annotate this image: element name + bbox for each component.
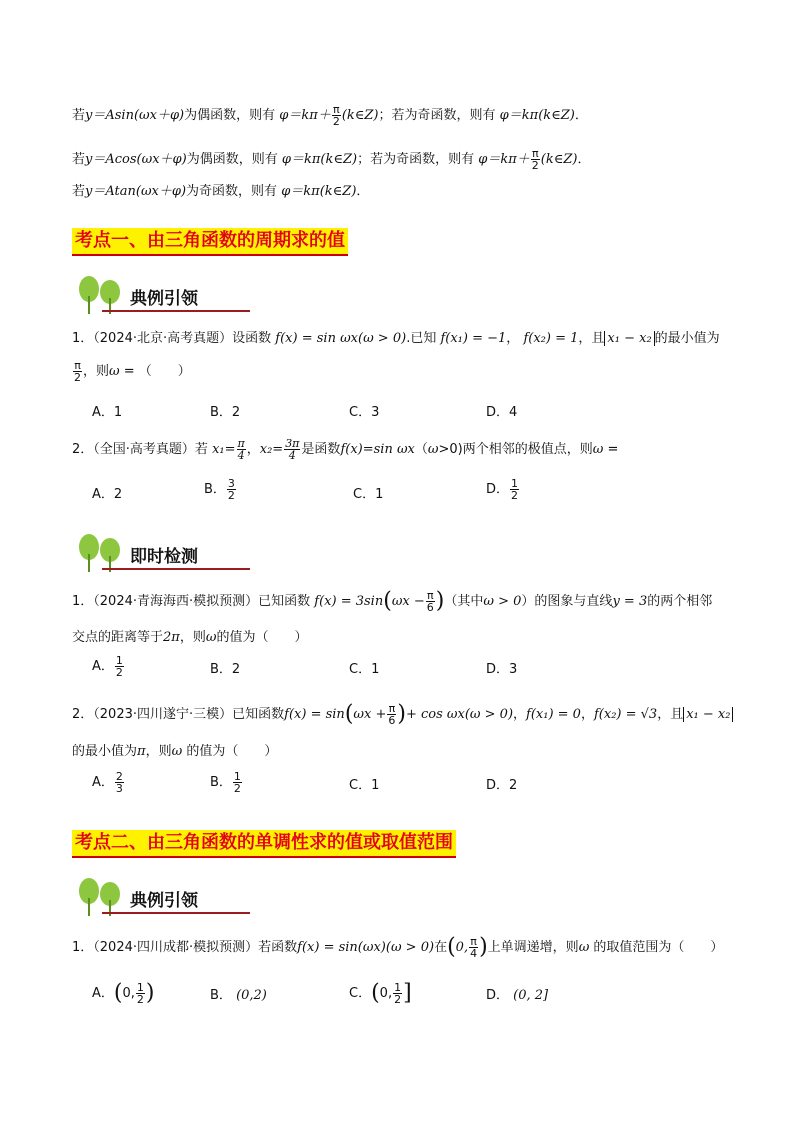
math: φ＝kπ＋ <box>478 152 530 167</box>
fraction <box>387 703 396 726</box>
fraction <box>531 148 540 171</box>
text: 交点的距离等于 <box>72 630 164 645</box>
numerator: π <box>531 147 539 160</box>
denominator: 2 <box>233 782 241 795</box>
math: ωx + <box>353 707 387 722</box>
denominator: 3 <box>115 782 123 795</box>
text: ． <box>574 108 588 123</box>
math: f(x₂) = √3 <box>593 707 658 722</box>
numerator: π <box>333 103 340 116</box>
left-paren: ( <box>447 934 456 960</box>
formula-line-2 <box>72 148 590 171</box>
right-paren: ) <box>397 701 406 727</box>
text: ， <box>513 707 527 722</box>
option-c[interactable]: C．1 <box>349 662 380 677</box>
math: y＝Atan(ωx＋φ) <box>85 184 187 199</box>
denominator: 2 <box>227 489 235 502</box>
text: = （ ） <box>119 364 191 379</box>
badge-label: 典例引领 <box>130 289 198 309</box>
denominator: 2 <box>74 371 81 384</box>
math: ω > 0 <box>483 594 522 609</box>
text: ， <box>506 331 520 346</box>
right-bracket: ] <box>403 980 412 1006</box>
math: f(x) = sin <box>284 707 345 722</box>
math: 0, <box>122 986 135 1001</box>
formula-line-1 <box>72 104 588 127</box>
option-c[interactable]: C．1 <box>353 487 384 502</box>
option-label: B． <box>210 775 232 790</box>
text: 为偶函数，则有 <box>186 152 278 167</box>
question-source: （2024·青海海西·模拟预测） <box>93 594 259 609</box>
fraction <box>393 982 402 1005</box>
numerator: 1 <box>115 654 123 667</box>
left-paren: ( <box>113 980 123 1006</box>
formula-line-3 <box>72 183 369 201</box>
text: ）的图象与直线 <box>521 594 613 609</box>
math: φ＝kπ(k∈Z) <box>281 152 358 167</box>
numerator: π <box>426 589 434 602</box>
text: 的最小值为 <box>654 331 720 346</box>
text: 若 <box>194 442 213 457</box>
denominator: 4 <box>237 449 245 462</box>
math: (0, 2] <box>513 988 549 1003</box>
fraction <box>284 438 300 461</box>
fraction <box>469 936 478 959</box>
numerator: 3 <box>227 477 235 490</box>
option-label: A． <box>92 775 114 790</box>
fraction <box>115 655 124 678</box>
section-title-1: 考点一、由三角函数的周期求的值 <box>72 228 348 256</box>
math: 0, <box>455 940 469 955</box>
math: f(x₂) = 1 <box>523 331 579 346</box>
numerator: π <box>470 935 477 948</box>
math: f(x) = 3sin <box>314 594 384 609</box>
right-paren: ) <box>435 588 445 614</box>
math: (k∈Z) <box>341 108 379 123</box>
math: x₂= <box>259 442 284 457</box>
text: ． <box>356 184 370 199</box>
numerator: 3π <box>285 437 300 450</box>
math: f(x) = sin ωx(ω > 0) <box>275 331 407 346</box>
question-number: 2． <box>72 707 94 722</box>
section-title-2: 考点二、由三角函数的单调性求的值或取值范围 <box>72 830 456 858</box>
denominator: 2 <box>511 489 519 502</box>
text: 已知函数 <box>232 707 285 722</box>
text: ，且 <box>657 707 684 722</box>
question-2-cont <box>72 742 277 762</box>
text: 若函数 <box>258 940 298 955</box>
option-a[interactable] <box>92 982 155 1005</box>
fraction <box>136 982 145 1005</box>
option-label: A． <box>92 986 114 1001</box>
numerator: 1 <box>233 770 241 783</box>
question-1-cont <box>72 628 307 648</box>
numerator: π <box>388 702 396 715</box>
text: ，则 <box>83 364 110 379</box>
text: 的值为（ ） <box>216 630 308 645</box>
text: 的值为（ ） <box>182 744 278 759</box>
badge-label: 典例引领 <box>130 891 198 911</box>
denominator: 2 <box>394 993 402 1006</box>
denominator: 2 <box>531 159 539 172</box>
badge-underline <box>102 912 250 914</box>
text: ， <box>580 707 594 722</box>
numerator: 1 <box>136 981 144 994</box>
math: 2π <box>163 630 180 645</box>
denominator: 6 <box>388 714 396 727</box>
question-source: （2023·四川遂宁·三模） <box>93 707 233 722</box>
fraction <box>73 360 82 383</box>
option-c[interactable] <box>349 982 412 1005</box>
math: (0,2) <box>236 988 267 1003</box>
question-source: （2024·四川成都·模拟预测） <box>93 940 259 955</box>
text: ；若为奇函数，则有 <box>378 108 496 123</box>
numerator: 2 <box>115 770 123 783</box>
option-a[interactable] <box>92 771 125 794</box>
fraction <box>237 438 246 461</box>
option-b[interactable]: B．2 <box>210 662 241 677</box>
option-d[interactable] <box>486 478 520 501</box>
math: ω <box>109 364 120 379</box>
denominator: 4 <box>470 947 478 960</box>
numerator: 1 <box>394 981 402 994</box>
text: 设函数 <box>232 331 272 346</box>
denominator: 2 <box>115 666 123 679</box>
math: f(x) = sin(ωx)(ω > 0) <box>297 940 435 955</box>
option-c[interactable]: C．1 <box>349 778 380 793</box>
question-2 <box>72 703 733 726</box>
text: ，且 <box>578 331 605 346</box>
denominator: 2 <box>136 993 144 1006</box>
text: 的最小值为 <box>72 744 138 759</box>
math: ωx − <box>391 594 425 609</box>
text: 在 <box>434 940 448 955</box>
option-label: B． <box>204 482 226 497</box>
option-a[interactable]: A．1 <box>92 405 123 420</box>
fraction <box>233 771 242 794</box>
text: 若 <box>72 108 86 123</box>
text: 已知函数 <box>258 594 311 609</box>
math: x₁= <box>212 442 236 457</box>
text: ，则 <box>145 744 172 759</box>
option-label: D． <box>486 988 510 1003</box>
math: y＝Asin(ωx＋φ) <box>85 108 185 123</box>
math: + cos ωx(ω > 0) <box>405 707 514 722</box>
badge-underline <box>102 568 250 570</box>
math: (k∈Z) <box>540 152 578 167</box>
text: 若 <box>72 184 86 199</box>
text: .已知 <box>406 331 437 346</box>
numerator: π <box>237 437 245 450</box>
text: 为奇函数，则有 <box>186 184 278 199</box>
fraction <box>426 590 435 613</box>
option-b[interactable]: B．2 <box>210 405 241 420</box>
option-c[interactable]: C．3 <box>349 405 380 420</box>
text: 的取值范围为（ ） <box>589 940 724 955</box>
fraction <box>510 478 519 501</box>
math: 0, <box>379 986 393 1001</box>
question-2 <box>72 438 618 461</box>
text: = <box>603 442 619 457</box>
question-1 <box>72 590 712 613</box>
text: ， <box>246 442 260 457</box>
option-label: D． <box>486 482 510 497</box>
question-number: 1． <box>72 594 94 609</box>
option-d[interactable] <box>486 986 548 1006</box>
option-d[interactable]: D．4 <box>486 405 518 420</box>
option-b[interactable] <box>210 771 243 794</box>
math: π <box>137 744 146 759</box>
text: （其中 <box>444 594 484 609</box>
option-a[interactable]: A．2 <box>92 487 123 502</box>
math: ω <box>578 940 590 955</box>
math: φ＝kπ＋ <box>279 108 331 123</box>
math: φ＝kπ(k∈Z) <box>281 184 357 199</box>
text: 是函数 <box>301 442 341 457</box>
text: （ <box>414 442 428 457</box>
right-paren: ) <box>145 980 155 1006</box>
option-d[interactable]: D．2 <box>486 778 518 793</box>
math: f(x)=sin ωx <box>340 442 415 457</box>
text: 为偶函数，则有 <box>184 108 276 123</box>
math: ω <box>592 442 604 457</box>
math: y＝Acos(ωx＋φ) <box>85 152 187 167</box>
denominator: 4 <box>284 449 300 461</box>
option-label: A． <box>92 659 114 674</box>
question-number: 1． <box>72 940 94 955</box>
option-label: B． <box>210 988 232 1003</box>
option-d[interactable]: D．3 <box>486 662 518 677</box>
question-number: 1． <box>72 331 94 346</box>
text: 若 <box>72 152 86 167</box>
text: ，则 <box>179 630 206 645</box>
right-paren: ) <box>479 934 488 960</box>
denominator: 2 <box>332 115 340 128</box>
math: ω <box>205 630 217 645</box>
option-label: C． <box>349 986 372 1001</box>
math: x₁ − x₂ <box>683 707 733 722</box>
question-1 <box>72 936 723 959</box>
fraction <box>115 771 124 794</box>
left-paren: ( <box>344 701 354 727</box>
math: ω <box>427 442 439 457</box>
question-number: 2． <box>72 442 94 457</box>
math: y = 3 <box>612 594 648 609</box>
badge-underline <box>102 310 250 312</box>
fraction <box>332 104 341 127</box>
text: >0)两个相邻的极值点，则 <box>438 442 593 457</box>
option-b[interactable] <box>204 478 237 501</box>
question-1-cont <box>72 360 191 383</box>
math: ω <box>171 744 183 759</box>
math: f(x₁) = 0 <box>526 707 581 722</box>
question-source: （2024·北京·高考真题） <box>93 331 233 346</box>
question-1 <box>72 329 720 349</box>
math: f(x₁) = −1 <box>440 331 507 346</box>
text: 上单调递增，则 <box>487 940 579 955</box>
numerator: 1 <box>511 477 519 490</box>
left-paren: ( <box>371 980 380 1006</box>
fraction <box>227 478 236 501</box>
badge-label: 即时检测 <box>130 547 198 567</box>
option-b[interactable] <box>210 986 267 1006</box>
question-source: （全国·高考真题） <box>93 442 195 457</box>
math: φ＝kπ(k∈Z) <box>499 108 575 123</box>
text: ；若为奇函数，则有 <box>357 152 475 167</box>
denominator: 6 <box>426 601 434 614</box>
option-a[interactable] <box>92 655 125 678</box>
text: ． <box>577 152 591 167</box>
text: 的两个相邻 <box>647 594 713 609</box>
numerator: π <box>74 359 81 372</box>
left-paren: ( <box>383 588 392 614</box>
math: x₁ − x₂ <box>604 331 654 346</box>
